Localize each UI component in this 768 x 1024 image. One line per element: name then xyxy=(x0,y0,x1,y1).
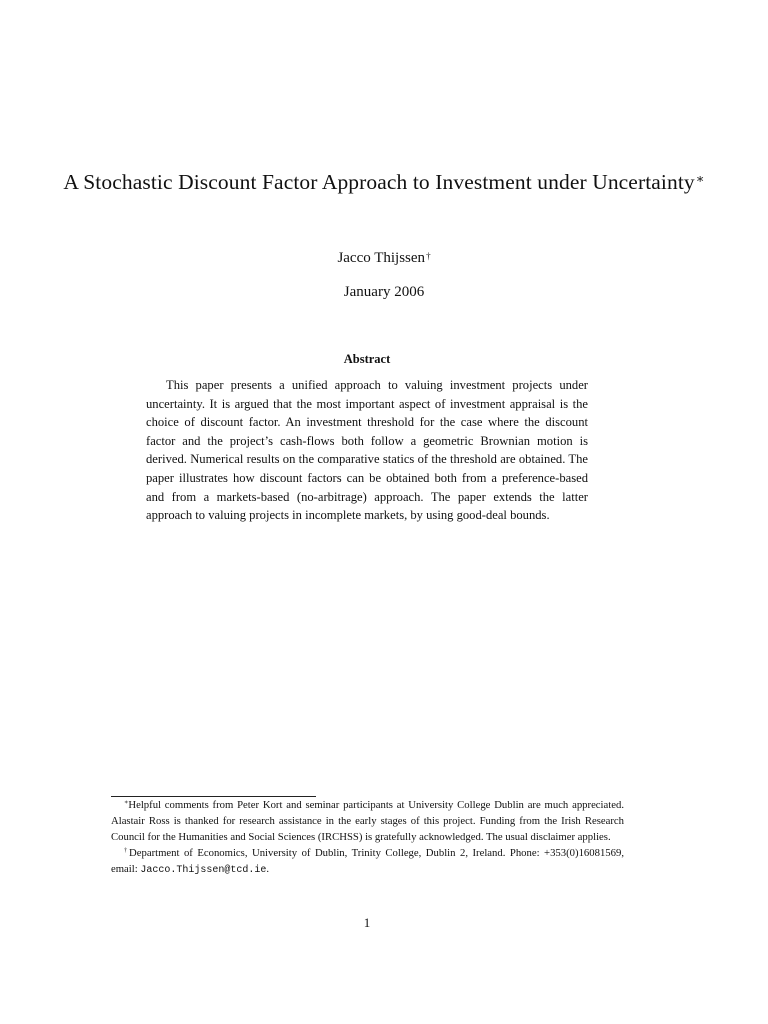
footnote-1-mark: ∗ xyxy=(124,799,129,807)
abstract-body: This paper presents a unified approach to valuing investment projects under uncertainty. It is argued that the most important aspect of investment appraisal is the choice of discount factor. An investment threshold for the case where the discount factor and the project’s cash-flows both follow a geometric Brownian motion is derived. Numerical results on the comparative statics of the threshold are obtained. The paper illustrates how discount factors can be obtained both from a preference-based and from a markets-based (no-arbitrage) approach. The paper extends the latter approach to valuing projects in incomplete markets, by using good-deal bounds. xyxy=(146,378,588,523)
author-name xyxy=(0,248,768,268)
paper-title xyxy=(0,166,768,199)
abstract-heading: Abstract xyxy=(343,352,391,366)
footnotes xyxy=(111,797,624,879)
footnote-2-mark: † xyxy=(124,847,130,855)
author-text: Jacco Thijssen xyxy=(337,250,426,266)
footnote-2-text: Department of Economics, University of Dublin, Trinity College, Dublin 2, Ireland. Phone: +353(0)16081569, email: xyxy=(111,847,625,875)
page-number: 1 xyxy=(363,915,371,930)
title-footnote-mark: ∗ xyxy=(695,171,705,186)
footnote-2-after: . xyxy=(266,863,270,875)
author-email-link[interactable]: Jacco.Thijssen@tcd.ie xyxy=(140,865,267,876)
footnote-1-text: Helpful comments from Peter Kort and seminar participants at University College Dublin are much appreciated. Alastair Ross is thanked for research assistance in the early stages of this project. Funding from the Irish Research Council for the Humanities and Social Sciences (IRCHSS) is gratefully acknowledged. The usual disclaimer applies. xyxy=(111,799,624,843)
title-text: A Stochastic Discount Factor Approach to Investment under Uncertainty xyxy=(63,170,695,194)
footnote-1 xyxy=(111,797,624,845)
author-footnote-mark: † xyxy=(426,250,431,261)
footnote-2 xyxy=(111,845,624,879)
paper-date: January 2006 xyxy=(343,284,425,300)
